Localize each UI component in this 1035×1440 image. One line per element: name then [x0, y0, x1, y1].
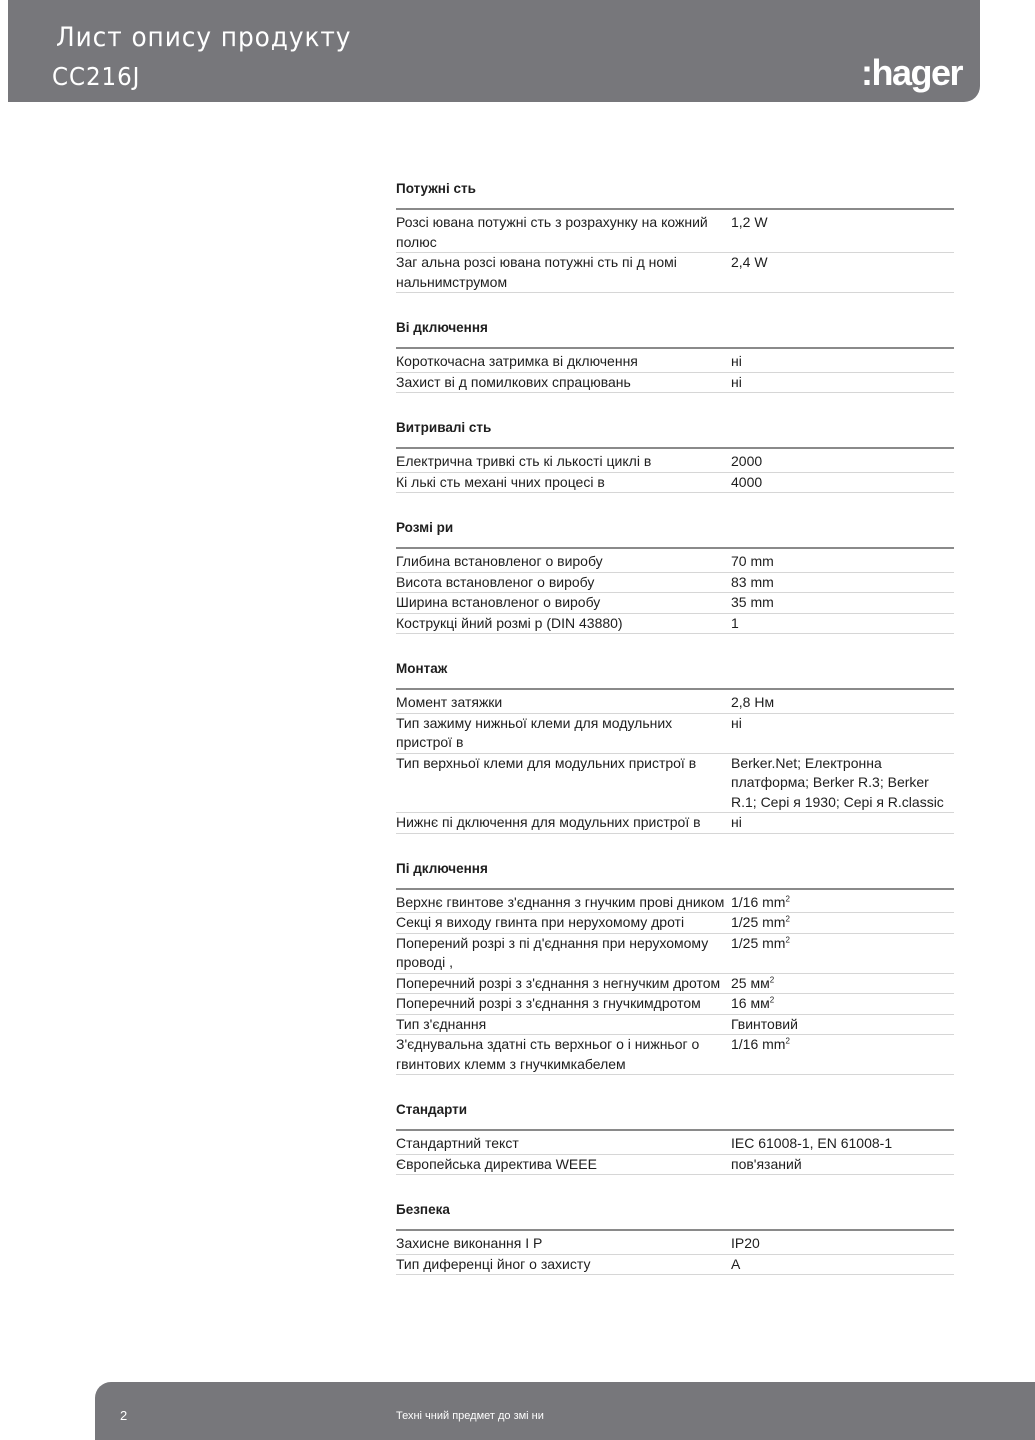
page-header: [8, 0, 980, 102]
unit-superscript: 2: [785, 934, 790, 944]
section-title: Безпека: [396, 1193, 954, 1231]
spec-row: [396, 690, 954, 714]
spec-row: [396, 1231, 954, 1255]
spec-label: Захист ві д помилкових спрацювань: [396, 373, 631, 390]
spec-value-text: A: [731, 1255, 741, 1272]
spec-value: [731, 473, 954, 493]
spec-value: [731, 693, 954, 713]
spec-value-text: 1/16 mm: [731, 893, 786, 910]
spec-label: Європейська директива WEEE: [396, 1155, 597, 1172]
spec-row: [396, 1015, 954, 1036]
spec-value: [731, 974, 954, 994]
section-title: Монтаж: [396, 652, 954, 690]
spec-value: [731, 253, 954, 292]
spec-label: Висота встановленог о виробу: [396, 573, 595, 590]
spec-row: [396, 714, 954, 754]
spec-label: Захисне виконання I P: [396, 1235, 543, 1251]
section-title: Розмі ри: [396, 511, 954, 549]
spec-label: Розсі ювана потужні сть з розрахунку на кожний полюс: [396, 214, 708, 250]
spec-value-text: Berker.Net; Електронна платформа; Berker R.3; Berker R.1; Серi я 1930; Серi я R.classic: [731, 754, 944, 810]
spec-value: [731, 614, 954, 634]
spec-value-text: 1: [731, 614, 739, 631]
spec-value: [731, 1155, 954, 1175]
unit-superscript: 2: [769, 974, 775, 984]
spec-value: [731, 373, 954, 393]
spec-value: [731, 1255, 954, 1275]
spec-value-text: ні: [731, 373, 742, 390]
spec-value-text: 2000: [731, 453, 763, 469]
spec-row: [396, 890, 954, 914]
unit-superscript: 2: [785, 914, 790, 924]
spec-label: Поперений розрі з пі д'єднання при нерухомому проводі ,: [396, 934, 709, 970]
spec-section: [396, 511, 954, 634]
spec-value: [731, 593, 954, 613]
spec-value-text: 2,8 Нм: [731, 694, 775, 710]
spec-label: Момент затяжки: [396, 694, 503, 710]
product-code: CC216J: [52, 62, 141, 91]
spec-section: [396, 311, 954, 393]
spec-section: [396, 1093, 954, 1175]
spec-label: Кострукці йний розмі р (DIN 43880): [396, 614, 623, 631]
spec-value: [731, 1035, 954, 1074]
unit-superscript: 2: [769, 995, 775, 1005]
spec-label: Нижнє пі дключення для модульних пристрої в: [396, 814, 701, 830]
spec-value: [731, 754, 954, 813]
spec-label: Верхнє гвинтове з'єднання з гнучким провi дником: [396, 893, 725, 910]
spec-value-text: 70 mm: [731, 553, 774, 569]
spec-row: [396, 593, 954, 614]
spec-row: [396, 934, 954, 974]
spec-row: [396, 754, 954, 814]
spec-row: [396, 253, 954, 293]
spec-value: [731, 552, 954, 572]
spec-row: [396, 614, 954, 635]
spec-section: [396, 852, 954, 1076]
spec-value-text: ні: [731, 353, 742, 369]
spec-label: Поперечний розрі з з'єднання з негнучким дротом: [396, 974, 721, 991]
spec-value: [731, 934, 954, 973]
spec-label: Стандартний текст: [396, 1135, 519, 1151]
section-title: Ві дключення: [396, 311, 954, 349]
spec-row: [396, 573, 954, 594]
spec-value-text: ні: [731, 814, 742, 830]
spec-row: [396, 1131, 954, 1155]
unit-superscript: 2: [785, 1036, 790, 1046]
spec-label: Ширина встановленог о виробу: [396, 594, 601, 610]
spec-row: [396, 913, 954, 934]
spec-value: [731, 573, 954, 593]
spec-value: [731, 1234, 954, 1254]
spec-value-text: 83 mm: [731, 573, 774, 590]
section-title: Витривалі сть: [396, 411, 954, 449]
spec-label: З'єднувальна здатні сть верхньог о і нижньог о гвинтових клемм з гнучкимкабелем: [396, 1036, 700, 1072]
spec-value: [731, 813, 954, 833]
spec-value-text: пов'язаний: [731, 1155, 802, 1172]
spec-row: [396, 473, 954, 494]
spec-section: [396, 172, 954, 293]
spec-label: Секці я виходу гвинта при нерухомому дроті: [396, 914, 685, 930]
spec-row: [396, 994, 954, 1015]
spec-row: [396, 1155, 954, 1176]
spec-section: [396, 1193, 954, 1275]
footer-note: Техні чний предмет до змі ни: [396, 1410, 544, 1422]
spec-label: Електрична тривкі сть кі лькості циклі в: [396, 453, 652, 469]
spec-label: Тип зажиму нижньої клеми для модульних пристрої в: [396, 714, 673, 750]
spec-value: [731, 352, 954, 372]
spec-row: [396, 549, 954, 573]
page-footer: [95, 1382, 1035, 1440]
spec-section: [396, 411, 954, 493]
spec-value-text: 1/25 mm: [731, 934, 786, 951]
spec-label: Поперечний розрі з з'єднання з гнучкимдротом: [396, 995, 701, 1011]
spec-row: [396, 974, 954, 995]
spec-value: [731, 913, 954, 933]
spec-row: [396, 373, 954, 394]
spec-value-text: 16 мм: [731, 995, 770, 1011]
spec-label: Короткочасна затримка ві дключення: [396, 353, 638, 369]
spec-label: Кі лькі сть механі чних процесі в: [396, 473, 605, 490]
unit-superscript: 2: [785, 893, 790, 903]
spec-value-text: Гвинтовий: [731, 1015, 798, 1032]
spec-row: [396, 449, 954, 473]
spec-content: [396, 172, 954, 1293]
spec-value-text: 2,4 W: [731, 254, 768, 270]
spec-value-text: IEC 61008-1, EN 61008-1: [731, 1135, 893, 1151]
spec-value: [731, 893, 954, 913]
page-number: 2: [120, 1408, 128, 1423]
document-title: Лист опису продукту: [56, 22, 352, 53]
spec-value: [731, 1015, 954, 1035]
spec-value-text: IP20: [731, 1235, 760, 1251]
spec-label: Заг альна розсі ювана потужні сть пі д номі нальнимструмом: [396, 254, 677, 290]
section-title: Потужні сть: [396, 172, 954, 210]
spec-label: Тип з'єднання: [396, 1015, 487, 1032]
spec-row: [396, 210, 954, 253]
spec-value: [731, 1134, 954, 1154]
spec-value: [731, 994, 954, 1014]
spec-row: [396, 813, 954, 834]
spec-value-text: 4000: [731, 473, 763, 490]
spec-value-text: 1/16 mm: [731, 1036, 786, 1052]
spec-label: Тип верхньої клеми для модульних пристрої в: [396, 754, 697, 771]
spec-row: [396, 1255, 954, 1276]
spec-value-text: 1,2 W: [731, 214, 768, 230]
spec-value-text: 1/25 mm: [731, 914, 786, 930]
spec-value: [731, 452, 954, 472]
spec-row: [396, 1035, 954, 1075]
spec-value: [731, 714, 954, 753]
spec-label: Тип диференці йног о захисту: [396, 1255, 591, 1272]
spec-value: [731, 213, 954, 252]
spec-label: Глибина встановленог о виробу: [396, 553, 603, 569]
section-title: Пі дключення: [396, 852, 954, 890]
spec-value-text: 35 mm: [731, 594, 774, 610]
spec-value-text: 25 мм: [731, 974, 770, 991]
spec-value-text: ні: [731, 714, 742, 731]
spec-section: [396, 652, 954, 834]
section-title: Стандарти: [396, 1093, 954, 1131]
hager-logo: :hager: [860, 52, 962, 93]
spec-row: [396, 349, 954, 373]
